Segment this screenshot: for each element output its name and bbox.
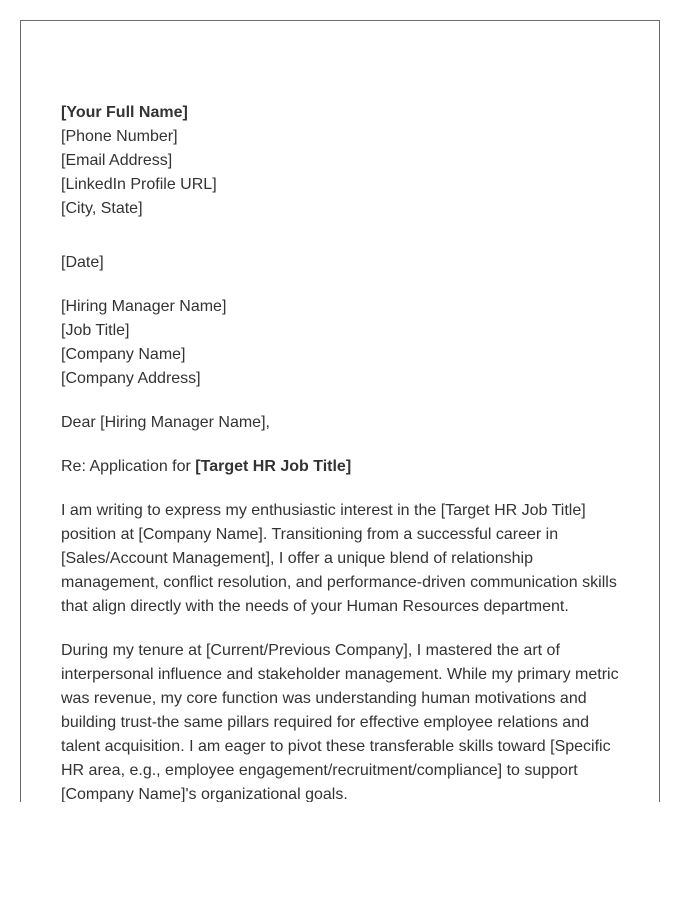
recipient-company: [Company Name] [61, 346, 186, 363]
subject-prefix: Re: Application for [61, 458, 196, 475]
body-paragraph-1: I am writing to express my enthusiastic interest in the [Target HR Job Title] position at [Company Name]. Transitioning from a successful career in [Sales/Account Management], I offer a unique blend of relationship management, conflict resolution, and performance-driven communication skills that align directly with the needs of your Human Resources department. [61, 502, 617, 615]
recipient-address: [Company Address] [61, 370, 201, 387]
sender-location: [City, State] [61, 200, 143, 217]
spacer [61, 435, 631, 455]
body-paragraph-2: During my tenure at [Current/Previous Company], I mastered the art of interpersonal influence and stakeholder management. While my primary metric was revenue, my core function was understanding human motivations and building trust-the same pillars required for effective employee relations and talent acquisition. I am eager to pivot these transferable skills toward [Specific HR area, e.g., employee engagement/recruitment/compliance] to support [Company Name]'s organizational goals. [61, 642, 619, 802]
letter-body [61, 101, 631, 802]
spacer [61, 275, 631, 295]
letter-date: [Date] [61, 254, 104, 271]
recipient-name: [Hiring Manager Name] [61, 298, 227, 315]
sender-phone: [Phone Number] [61, 128, 178, 145]
subject-title: [Target HR Job Title] [195, 458, 352, 475]
salutation: Dear [Hiring Manager Name], [61, 414, 270, 431]
subject-line [61, 455, 631, 479]
sender-name: [Your Full Name] [61, 104, 188, 121]
sender-block [61, 101, 631, 221]
recipient-block [61, 295, 631, 391]
document-page [20, 20, 660, 802]
sender-linkedin: [LinkedIn Profile URL] [61, 176, 217, 193]
recipient-title: [Job Title] [61, 322, 130, 339]
spacer [61, 479, 631, 499]
sender-email: [Email Address] [61, 152, 173, 169]
spacer [61, 221, 631, 251]
spacer [61, 391, 631, 411]
